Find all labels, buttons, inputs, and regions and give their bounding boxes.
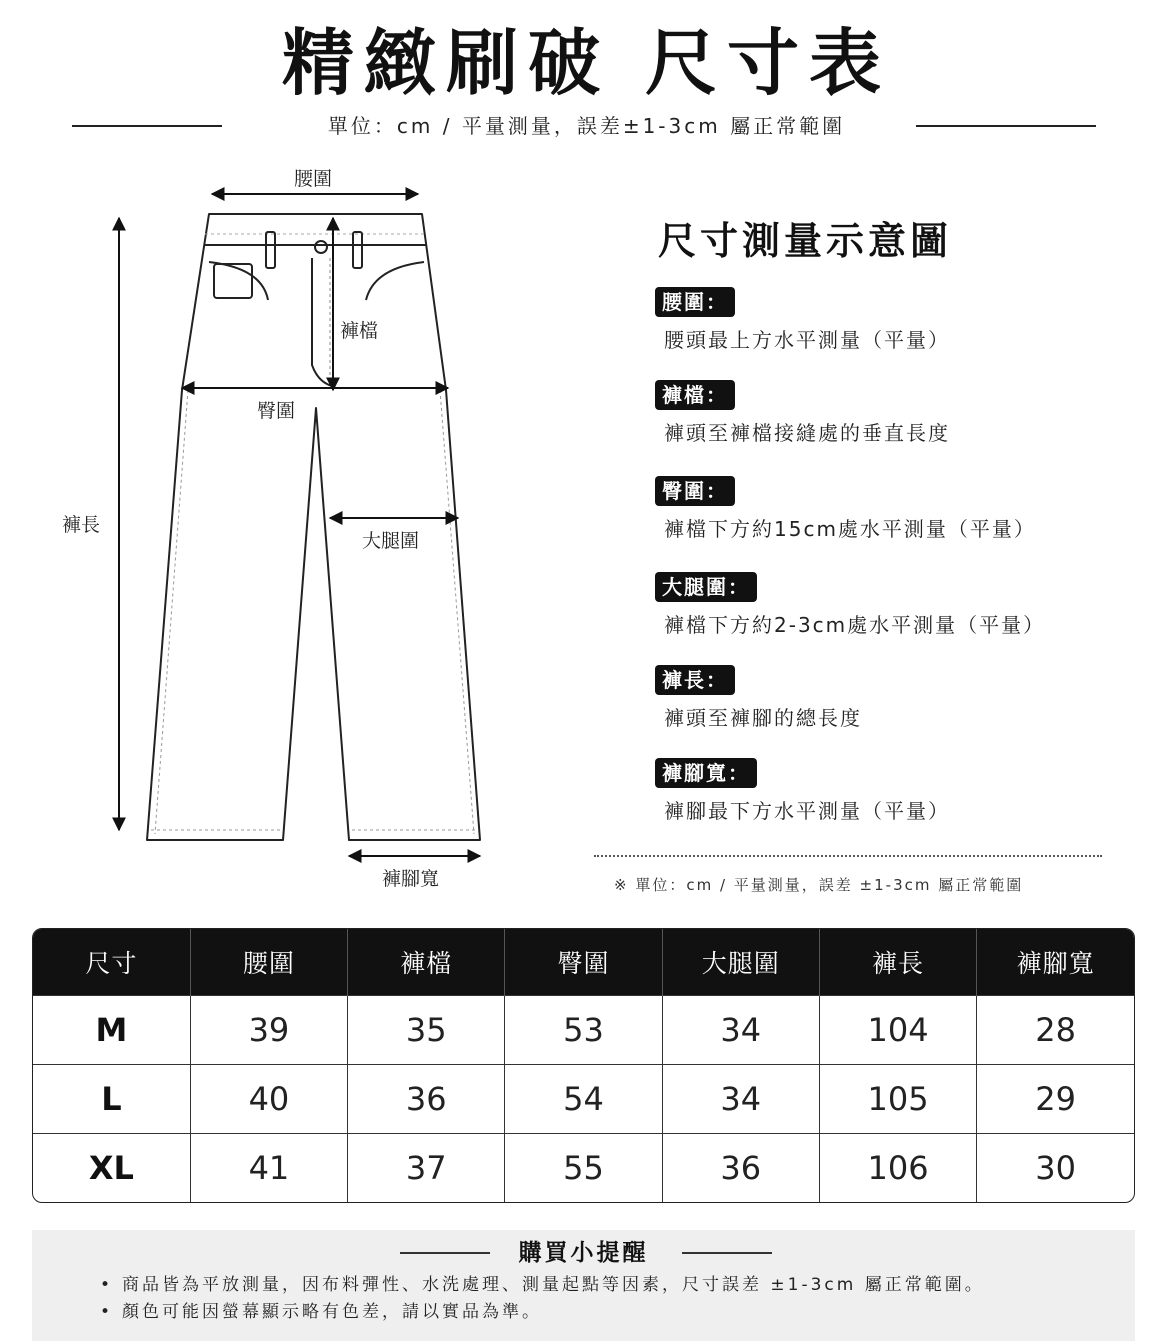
table-cell: 35 [348, 995, 505, 1064]
table-cell: 29 [977, 1064, 1134, 1133]
table-cell: 28 [977, 995, 1134, 1064]
guide-tag: 大腿圍： [655, 572, 757, 602]
label-hem: 褲腳寬 [382, 868, 440, 890]
table-cell: 34 [662, 1064, 819, 1133]
belt-loop-right [353, 232, 362, 268]
fly-line [312, 258, 332, 386]
guide-desc: 褲頭至褲腳的總長度 [664, 706, 862, 730]
reminder-item: • 顏色可能因螢幕顯示略有色差，請以實品為準。 [100, 1299, 985, 1326]
table-cell: 54 [505, 1064, 662, 1133]
guide-tag: 腰圍： [655, 287, 735, 317]
guide-desc: 褲頭至褲檔接縫處的垂直長度 [664, 421, 950, 445]
reminder-rule-right [682, 1252, 772, 1254]
label-rise: 褲檔 [340, 320, 379, 342]
guide-item-thigh [655, 572, 1045, 638]
table-row [33, 995, 1134, 1064]
page-subtitle: 單位：cm / 平量測量，誤差±1-3cm 屬正常範圍 [327, 114, 846, 138]
guide-desc: 褲檔下方約2-3cm處水平測量（平量） [664, 613, 1046, 637]
subtitle-row [0, 112, 1173, 140]
label-thigh: 大腿圍 [362, 530, 420, 552]
reminder-title: 購買小提醒 [518, 1240, 649, 1266]
guide-tag: 褲腳寬： [655, 758, 757, 788]
table-row [33, 1134, 1134, 1202]
header-thigh: 大腿圍 [662, 929, 819, 995]
guide-item-waist [655, 287, 950, 353]
table-cell: 37 [348, 1134, 505, 1202]
guide-note: ※ 單位：cm / 平量測量，誤差 ±1-3cm 屬正常範圍 [614, 876, 1024, 894]
table-header-row [33, 929, 1134, 995]
coin-pocket [214, 264, 252, 298]
label-length: 褲長 [62, 514, 101, 536]
table-cell: 55 [505, 1134, 662, 1202]
header-waist: 腰圍 [190, 929, 347, 995]
guide-desc: 褲檔下方約15cm處水平測量（平量） [664, 517, 1036, 541]
label-hip: 臀圍 [257, 400, 296, 422]
table-cell: 30 [977, 1134, 1134, 1202]
guide-title: 尺寸測量示意圖 [658, 219, 953, 263]
reminder-item: • 商品皆為平放測量，因布料彈性、水洗處理、測量起點等因素，尺寸誤差 ±1-3cm 屬正常範圍。 [100, 1272, 985, 1299]
guide-item-hip [655, 476, 1036, 542]
table-cell: 36 [662, 1134, 819, 1202]
header-hip: 臀圍 [505, 929, 662, 995]
pants-diagram [0, 150, 600, 910]
belt-loop-left [266, 232, 275, 268]
guide-divider [594, 855, 1102, 857]
header-hem: 褲腳寬 [977, 929, 1134, 995]
table-cell: 39 [190, 995, 347, 1064]
purchase-reminder [32, 1230, 1135, 1341]
guide-item-hem [655, 758, 950, 824]
table-row [33, 1064, 1134, 1133]
table-cell: 106 [819, 1134, 976, 1202]
table-cell: 53 [505, 995, 662, 1064]
guide-item-length [655, 665, 862, 731]
header-length: 褲長 [819, 929, 976, 995]
table-cell: 104 [819, 995, 976, 1064]
pocket-right [366, 262, 424, 300]
guide-tag: 褲長： [655, 665, 735, 695]
label-waist: 腰圍 [294, 168, 333, 190]
table-cell: 36 [348, 1064, 505, 1133]
header-size: 尺寸 [33, 929, 190, 995]
table-cell: 34 [662, 995, 819, 1064]
size-cell: L [33, 1064, 190, 1133]
size-table [32, 928, 1135, 1203]
size-cell: XL [33, 1134, 190, 1202]
guide-tag: 臀圍： [655, 476, 735, 506]
header-rise: 褲檔 [348, 929, 505, 995]
guide-desc: 腰頭最上方水平測量（平量） [664, 328, 950, 352]
subtitle-rule-right [916, 125, 1096, 127]
table-cell: 40 [190, 1064, 347, 1133]
pocket-left [209, 262, 268, 300]
waist-button [315, 241, 327, 253]
guide-desc: 褲腳最下方水平測量（平量） [664, 799, 950, 823]
guide-tag: 褲檔： [655, 380, 735, 410]
pants-outline [147, 214, 480, 840]
reminder-list [100, 1272, 985, 1326]
table-cell: 105 [819, 1064, 976, 1133]
size-cell: M [33, 995, 190, 1064]
guide-item-rise [655, 380, 950, 446]
page-title: 精緻刷破 尺寸表 [281, 21, 892, 105]
table-cell: 41 [190, 1134, 347, 1202]
